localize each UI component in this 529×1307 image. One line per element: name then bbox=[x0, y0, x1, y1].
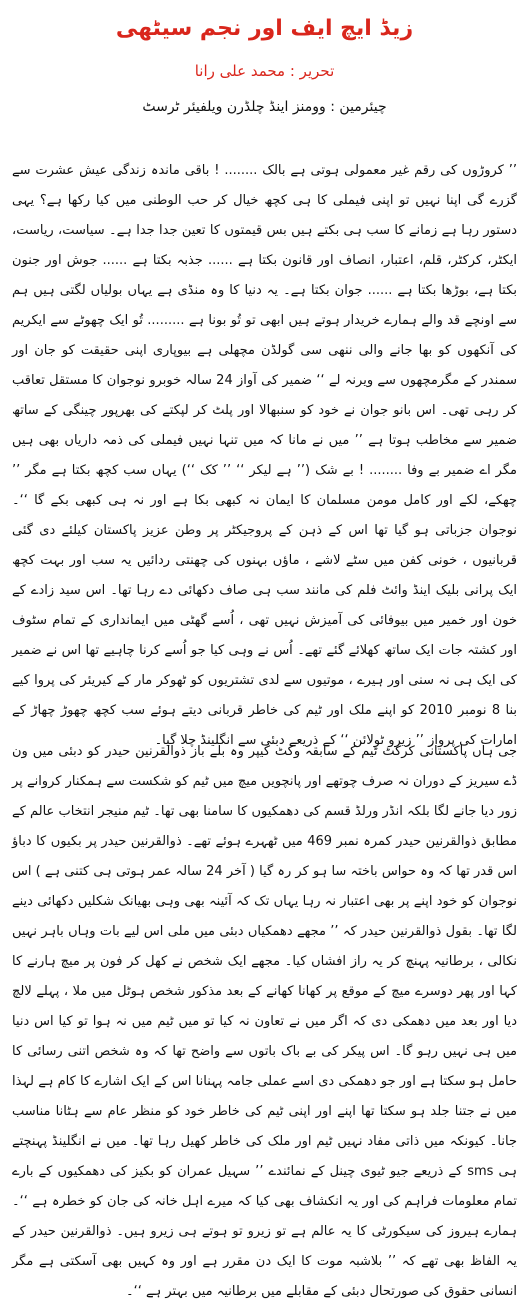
article-paragraph: ’’ کروڑوں کی رقم غیر معمولی ہوتی ہے بالک ........ ! باقی ماندہ زندگی عیش عشرت سے گزرے گی اپنا نہیں تو اپنی فیملی کا ہی کچھ خیال کر حب الوطنی میں کیا رکھا ہے؟ یہی دستور رہا ہے زمانے کا سب ہی بکتے ہیں بس قیمتوں کا تعین جدا جدا ہے۔ سیاست، ریاست، ایکٹر، کرکٹر، قلم، اعتبار، انصاف اور قانون بکتا ہے ...... جذبہ بکتا ہے ...... جوش اور جنون بکتا ہے، بوڑھا بکتا ہے ...... جوان بکتا ہے۔ یہ دنیا کا وہ منڈی ہے یہاں بولیاں لگتی ہیں ہم سے اونچے قد والے ہمارے خریدار ہوتے ہیں ابھی تو تُو بونا ہے ......... تُو ایک چھوٹے سے ایکریم کی آنکھوں کو بھا جانے والی ننھی سی گولڈن مچھلی ہے بیوپاری اپنی حقیقت کو جان اور سمندر کے مگرمچھوں سے ویرنہ لے ‘‘ ضمیر کی آواز 24 سالہ خوبرو نوجوان کا مستقل تعاقب کر رہی تھی۔ اس بانو جوان نے خود کو سنبھالا اور پلٹ کر لپکتے کی بھرپور چینگی کے ساتھ ضمیر سے مخاطب ہوتا ہے ’’ میں نے مانا کہ میں تنہا نہیں فیملی کی ذمہ داریاں بھی ہیں مگر اے ضمیر بے وفا ........ ! بے شک (’’ ہے لیکر ‘‘ ’’ کک ‘‘) یہاں سب کچھ بکتا ہے مگر ’’ چھکے، لکے اور کامل مومن مسلمان کا ایمان نہ کبھی بکا ہے اور نہ ہی کبھی بکے گا ‘‘۔ نوجوان جزباتی ہو گیا تھا اس کے ذہن کے پروجیکٹر پر وطن عزیز پاکستان کیلئے دی گئی قربانیوں ، خونی کفن میں سٹے لاشے ، ماؤں بہنوں کی چھنتی ردائیں یہ سب اور بہت کچھ ایک پرانی بلیک اینڈ وائٹ فلم کی مانند سب ہی صاف دکھائی دے رہا تھا۔ اس سید زادے کے خون اور خمیر میں بیوفائی کی آمیزش نہیں تھی ، اُسے گھٹی میں ایمانداری کے تمام سٹوف اور کشتہ جات ایک ساتھ کھلائے گئے تھے۔ اُس نے وہی کیا جو اُسے کرنا چاہیے تھا اس نے ضمیر کی ایک ہی نہ سنی اور ہیرے ، موتیوں سے لدی تشتریوں کو ٹھوکر مار کے کیریئر کی پروا کیے بنا 8 نومبر 2010 کو اپنے ملک اور ٹیم کی خاطر قربانی دیتے ہوئے سب کچھ چھوڑ چھاڑ کے امارات کی پرواز ’’ زیرو ٹولائن ‘‘ کے ذریعے دبئی سے انگلینڈ چلا گیا۔ bbox=[12, 163, 518, 748]
article-paragraph: جی ہاں پاکستانی کرکٹ ٹیم کے سابقہ وکٹ کیپر وہ بلے باز ذوالقرنین حیدر کو دبئی میں ون ڈے سیریز کے دوران نہ صرف چوتھے اور پانچویں میچ میں ٹیم کو شکست سے ہمکنار کروانے پر زور دیا جانے لگا بلکہ انڈر ورلڈ قسم کی دھمکیوں کا سامنا بھی تھا۔ ٹیم منیجر انتخاب عالم کے مطابق ذوالقرنین حیدر کمرہ نمبر 469 میں ٹھہرے ہوئے تھے۔ ذوالقرنین حیدر پر بکیوں کا دباؤ اس قدر تھا کہ وہ حواس باختہ سا ہو کر رہ گیا ( آخر 24 سالہ عمر ہوتی ہی کتنی ہے ) اس نوجوان کو خود اپنے پر بھی اعتبار نہ رہا یہاں تک کہ آئینہ بھی وہی بھیانک شکلیں دکھائی دینے لگا تھا۔ بقول ذوالقرنین حیدر کہ ’’ مجھے دھمکیاں دبئی میں ملی اس لیے بات وہاں باہر نہیں نکالی ، برطانیہ پہنچ کر یہ راز افشاں کیا۔ مجھے ایک شخص نے کھل کر فون پر میچ ہارنے کا کہا اور پھر دوسرے میچ کے موقع پر کھانا کھانے کے بعد مذکور شخص ہوٹل میں ملا ، پہلے لالچ دیا اور بعد میں دھمکی دی کہ اگر میں نے تعاون نہ کیا تو میں ٹیم میں نہ ہوا تو کیا اس دنیا میں ہی نہیں رہو گا۔ اس پیکر کی بے باک باتوں سے واضح تھا کہ وہ شخص اتنی رسائی کا حامل ہو سکتا ہے اور جو دھمکی دی اسے عملی جامہ پہنانا اس کے ایک اشارے کا کام ہے لہذا میں نے جتنا جلد ہو سکتا تھا اپنے اور اپنی ٹیم کی خاطر خود کو منظر عام سے ہٹانا مناسب جانا۔ کیونکہ میں ذاتی مفاد نہیں ٹیم اور ملک کی خاطر کھیل رہا تھا۔ میں نے انگلینڈ پہنچتے ہی sms کے ذریعے جیو ٹیوی چینل کے نمائندے ’’ سہیل عمران کو بکیز کی دھمکیوں کے بارے تمام معلومات فراہم کی اور یہ انکشاف بھی کیا کہ میرے اہل خانہ کی جان کو خطرہ ہے ‘‘۔ ہمارے ہیروز کی سیکورٹی کا یہ عالم ہے تو زیرو تو ہوتے ہی زیرو ہیں۔ ذوالقرنین حیدر کے یہ الفاظ بھی تھے کہ ’’ بلاشبہ موت کا ایک دن مقرر ہے اور وہ کہیں بھی آسکتی ہے مگر انسانی حقوق کی صورتحال دبئی کے مقابلے میں برطانیہ میں بہتر ہے ‘‘۔ bbox=[12, 744, 517, 1299]
author-affiliation: چیئرمین : وومنز اینڈ چلڈرن ویلفیئر ٹرسٹ bbox=[142, 99, 387, 115]
author-byline: تحریر : محمد علی رانا bbox=[194, 62, 335, 80]
article-title: زیڈ ایچ ایف اور نجم سیٹھی bbox=[115, 16, 414, 41]
